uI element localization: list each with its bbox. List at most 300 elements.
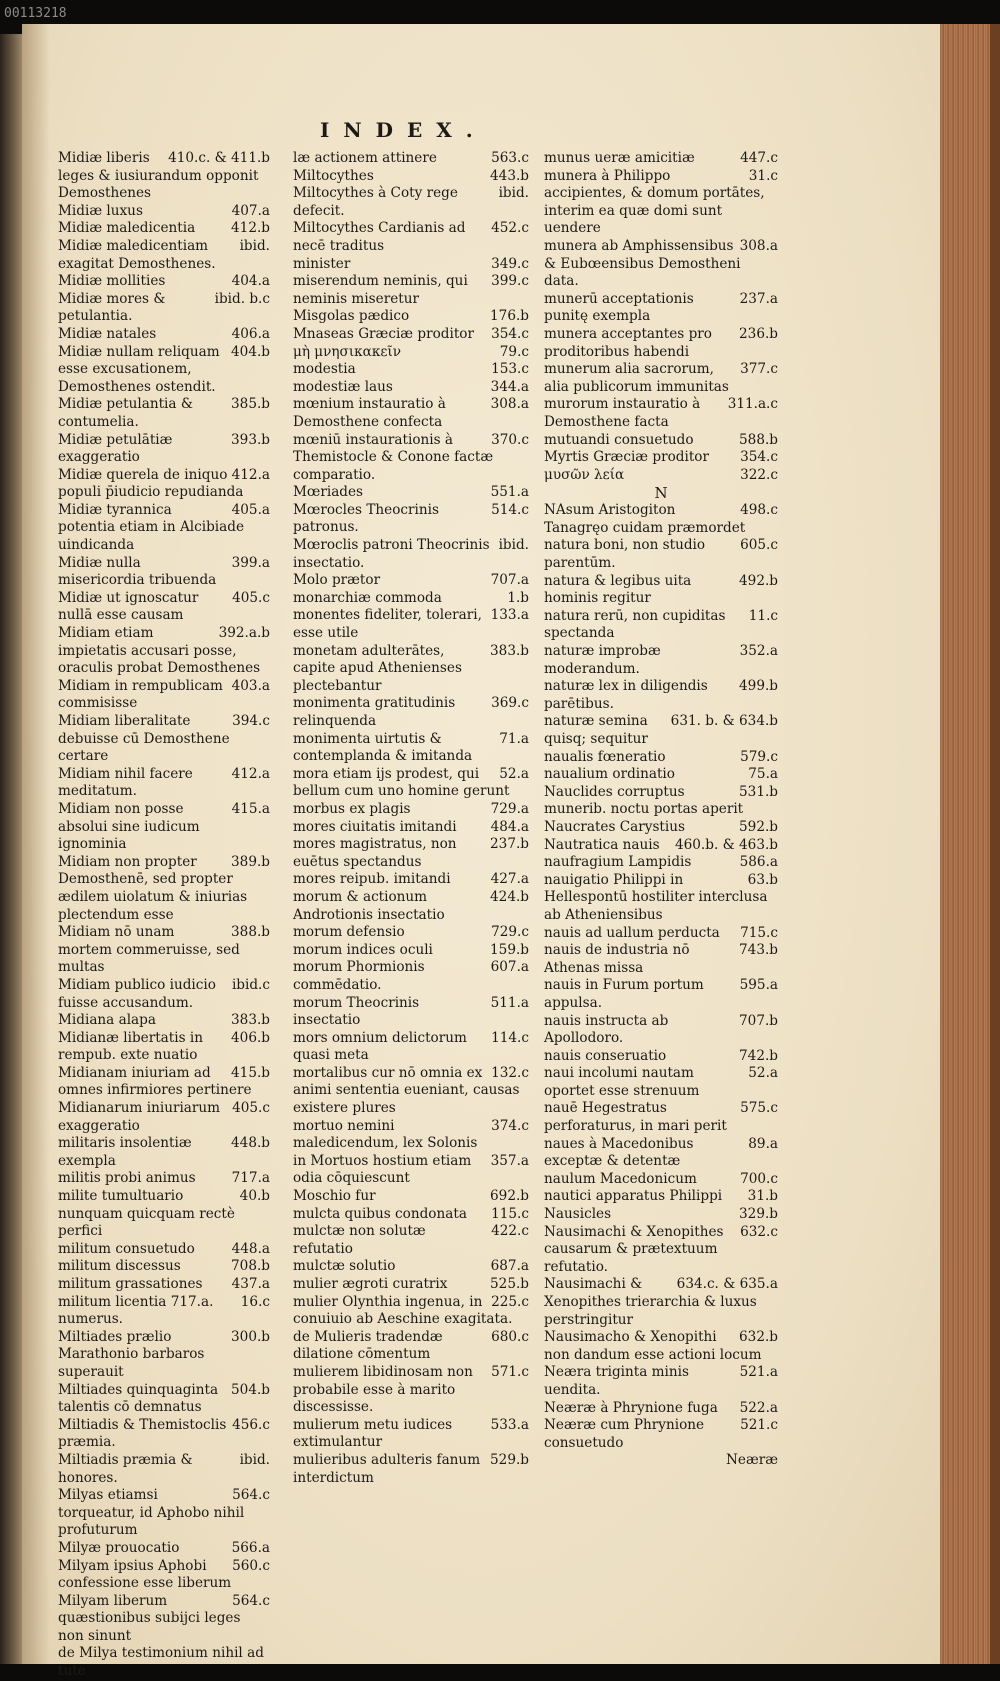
index-entry (544, 502, 778, 537)
facing-page-edge (0, 34, 22, 1664)
index-entry-term: natura rerū, non cupiditas spectanda (544, 607, 726, 642)
index-entry-reference: 71.a (499, 730, 529, 747)
index-entry-term: milite tumultuario nunquam quicquam rectè perfici (58, 1188, 235, 1240)
index-entry-reference: 564.c (232, 1487, 270, 1504)
index-entry-term: Milyam ipsius Aphobi confessione esse liberum (58, 1557, 232, 1592)
index-entry-reference: 586.a (739, 854, 778, 871)
index-entry-term: Midiæ maledicentiam exagitat Demosthenes. (58, 237, 216, 272)
index-entry (58, 1135, 270, 1170)
index-entry-term: Midiæ maledicentia (58, 220, 196, 237)
index-entry (293, 308, 529, 326)
index-entry-reference: 447.c (740, 150, 778, 166)
index-entry-reference: 389.b (231, 853, 270, 870)
index-entry (544, 837, 778, 855)
index-entry (544, 608, 778, 643)
index-entry (293, 168, 529, 186)
index-entry-reference: 385.b (231, 396, 270, 413)
index-entry-term: Midiæ luxus (58, 202, 143, 219)
index-entry-term: de Mulieris tradendæ dilatione cōmentum (293, 1328, 443, 1363)
index-entry (293, 643, 529, 696)
index-entry (58, 1294, 270, 1329)
index-entry-term: monentes fideliter, tolerari, esse utile (293, 607, 482, 642)
index-entry-term: nauē Hegestratus perforaturus, in mari perit (544, 1100, 727, 1135)
index-entry-term: Moschio fur (293, 1188, 376, 1205)
index-entry-term: militis probi animus (58, 1170, 196, 1187)
index-entry-reference: 571.c (491, 1363, 529, 1380)
index-entry-reference: 460.b. & 463.b (674, 836, 778, 853)
index-entry-term: Nausicles (544, 1206, 612, 1223)
index-column-2 (293, 150, 529, 1487)
index-entry-reference: 456.c (232, 1416, 270, 1433)
index-entry-term: Neæræ cum Phrynione consuetudo (544, 1417, 705, 1451)
index-entry-reference: 322.c (740, 466, 778, 483)
index-entry-term: Miltocythes à Coty rege defecit. (293, 185, 458, 219)
index-entry-term: Milyæ prouocatio (58, 1539, 180, 1556)
index-entry-term: mœniū instaurationis à Themistocle & Conone factæ comparatio. (293, 431, 494, 483)
index-entry-term: munerū acceptationis punitę exempla (544, 290, 694, 325)
index-entry (293, 836, 529, 871)
index-entry-reference: 742.b (739, 1047, 778, 1064)
index-entry (58, 1188, 270, 1241)
index-entry (58, 396, 270, 431)
index-entry-term: nautici apparatus Philippi (544, 1188, 723, 1205)
index-entry-reference: 422.c (491, 1223, 529, 1240)
index-entry-term: Naucrates Carystius (544, 818, 685, 835)
section-letter: N (654, 484, 668, 503)
index-entry (58, 801, 270, 854)
index-entry (293, 801, 529, 819)
index-entry (544, 713, 778, 748)
index-entry (293, 889, 529, 924)
index-entry-term: monimenta uirtutis & contemplanda & imitanda (293, 730, 473, 765)
index-entry-reference: 308.a (490, 396, 529, 413)
index-entry (293, 1329, 529, 1364)
index-entry-term: Milyam liberum quæstionibus subijci leges non sinunt (58, 1592, 241, 1644)
index-entry-reference: ibid. (498, 185, 529, 202)
index-entry-reference: 352.a (739, 643, 778, 660)
index-entry-term: Nausimachi & Xenopithes trierarchia & luxus perstringitur (544, 1276, 757, 1328)
index-entry-reference: 588.b (739, 431, 778, 448)
index-entry (544, 432, 778, 450)
index-entry (293, 1364, 529, 1417)
index-entry-term: μυσῶν λεία (544, 466, 625, 483)
index-entry (58, 1540, 270, 1558)
index-entry (544, 396, 778, 431)
index-entry-reference: 448.b (231, 1135, 270, 1152)
index-entry-term: Midiæ petulantia & contumelia. (58, 396, 193, 430)
index-entry-reference: 300.b (231, 1328, 270, 1345)
index-entry (293, 379, 529, 397)
index-entry-reference: 525.b (490, 1276, 529, 1292)
index-entry (544, 449, 778, 467)
index-entry-reference: 394.c (232, 713, 270, 729)
index-entry-term: monetam adulterātes, capite apud Athenienses plectebantur (293, 642, 462, 694)
index-entry-reference: 357.a (490, 1152, 529, 1169)
index-entry (293, 1030, 529, 1065)
index-entry-term: Midiæ querela de iniquo populi p̄iudicio repudianda (58, 466, 244, 501)
index-entry (544, 1048, 778, 1066)
index-entry-reference: 514.c (491, 501, 529, 518)
index-entry-term: modestiæ laus (293, 378, 393, 395)
index-entry (544, 1171, 778, 1189)
index-entry (58, 467, 270, 502)
index-entry (293, 695, 529, 730)
index-entry-term: Midiam non propter Demosthenē, sed propter ædilem uiolatum & iniurias plectendum esse (58, 853, 248, 923)
index-entry-reference: 115.c (491, 1205, 529, 1222)
index-entry-reference: 311.a.c (727, 396, 778, 413)
index-entry (544, 168, 778, 238)
index-entry-reference: 498.c (740, 502, 778, 519)
index-entry (544, 925, 778, 943)
index-entry-reference: 16.c (240, 1293, 270, 1310)
index-entry (58, 1382, 270, 1417)
index-entry (58, 766, 270, 801)
index-entry-term: monimenta gratitudinis relinquenda (293, 695, 456, 729)
index-entry-reference: 415.b (231, 1064, 270, 1081)
book-cover-edge (990, 24, 1000, 1664)
index-entry-reference: 153.c (491, 361, 529, 378)
index-entry-reference: 237.b (490, 836, 529, 853)
index-entry (544, 1329, 778, 1364)
index-entry-reference: 406.a (231, 325, 270, 342)
index-entry-term: mulier ægroti curatrix (293, 1276, 448, 1292)
index-entry-reference: 631. b. & 634.b (670, 713, 778, 730)
index-entry-reference: 407.a (231, 202, 270, 219)
index-entry-term: Midiæ mollities (58, 273, 166, 290)
index-entry-term: Midiam publico iudicio fuisse accusandum. (58, 976, 216, 1011)
index-entry-term: miserendum neminis, qui neminis miseretur (293, 273, 468, 307)
index-entry (293, 995, 529, 1030)
index-entry-term: mulctæ solutio (293, 1258, 396, 1275)
index-entry (58, 977, 270, 1012)
index-entry-reference: 484.a (490, 818, 529, 835)
index-entry (58, 1487, 270, 1540)
index-entry (293, 959, 529, 994)
index-entry-reference: 31.c (748, 167, 778, 184)
index-entry-reference: 717.a (231, 1170, 270, 1187)
index-entry (544, 942, 778, 977)
index-entry-reference: 31.b (747, 1188, 778, 1205)
index-entry (58, 854, 270, 924)
index-entry (293, 273, 529, 308)
index-entry-term: morbus ex plagis (293, 800, 411, 817)
index-entry-reference: 159.b (490, 941, 529, 958)
index-entry (293, 1153, 529, 1188)
index-entry-reference: 707.b (739, 1012, 778, 1029)
index-entry (544, 537, 778, 572)
index-entry-term: mulierem libidinosam non probabile esse à marito discessisse. (293, 1363, 473, 1416)
index-entry-term: Misgolas pædico (293, 308, 410, 325)
index-entry-reference: 511.a (490, 994, 529, 1011)
index-entry (293, 871, 529, 889)
index-entry-reference: 563.c (491, 150, 529, 166)
page-gutter (22, 24, 50, 1664)
index-entry-term: militum consuetudo (58, 1240, 195, 1257)
index-entry-reference: ibid. (498, 537, 529, 554)
index-entry-reference: ibid. b.c (214, 290, 270, 307)
index-entry (58, 924, 270, 977)
index-entry (544, 467, 778, 485)
index-entry-term: munera ab Amphissensibus & Eubœensibus Demostheni data. (544, 237, 741, 290)
index-entry-reference: 707.a (490, 572, 529, 589)
index-entry (544, 150, 778, 168)
index-entry-reference: 531.b (739, 783, 778, 800)
index-entry-reference: 410.c. & 411.b (168, 150, 270, 166)
index-entry-term: morum Phormionis commēdatio. (293, 959, 425, 993)
index-entry (293, 1065, 529, 1118)
index-entry (544, 678, 778, 713)
index-entry-term: mora etiam ijs prodest, qui bellum cum uno homine gerunt (293, 765, 510, 800)
index-entry (293, 1188, 529, 1206)
index-entry-reference: 374.c (491, 1117, 529, 1134)
index-entry-term: Miltiadis præmia & honores. (58, 1451, 193, 1486)
index-entry-reference: 437.a (231, 1276, 270, 1292)
index-entry (293, 819, 529, 837)
index-entry (544, 1276, 778, 1329)
index-entry (293, 1276, 529, 1294)
index-entry-reference: 566.a (231, 1539, 270, 1556)
index-entry-reference: 492.b (739, 572, 778, 589)
index-entry-reference: 521.a (739, 1364, 778, 1381)
index-entry-term: Miltiades quinquaginta talentis cō demnatus (58, 1381, 219, 1416)
index-entry-term: minister (293, 255, 351, 272)
index-entry-term: Miltiadis & Themistoclis præmia. (58, 1416, 227, 1451)
index-entry-reference: 692.b (490, 1188, 529, 1205)
index-entry (58, 1593, 270, 1646)
index-entry-term: mors omnium delictorum quasi meta (293, 1029, 467, 1064)
index-entry-term: Midiam non posse absolui sine iudicum ignominia (58, 800, 200, 853)
index-entry-reference: ibid. (239, 237, 270, 254)
index-entry (293, 1258, 529, 1276)
index-entry (544, 766, 778, 784)
index-entry (544, 1100, 778, 1135)
index-entry (544, 1136, 778, 1171)
index-entry (58, 273, 270, 291)
index-entry (58, 203, 270, 221)
index-entry-reference: 237.a (739, 290, 778, 307)
index-entry-term: Nausimacho & Xenopithi non dandum esse actioni locum (544, 1329, 762, 1363)
index-entry-term: mores magistratus, non euētus spectandus (293, 836, 457, 870)
index-entry-reference: 412.b (231, 220, 270, 237)
index-entry-term: munera acceptantes pro proditoribus habendi (544, 325, 712, 360)
index-entry (58, 625, 270, 678)
index-entry-term: Miltocythes (293, 167, 374, 184)
index-entry-term: in Mortuos hostium etiam odia cōquiescunt (293, 1152, 472, 1187)
index-entry-reference: 392.a.b (218, 625, 270, 642)
index-entry-reference: 700.c (740, 1170, 778, 1187)
index-entry (58, 1100, 270, 1135)
index-entry-reference: 529.b (490, 1451, 529, 1468)
index-entry (58, 291, 270, 326)
index-entry (293, 344, 529, 362)
index-entry (293, 942, 529, 960)
index-entry-term: mulieribus adulteris fanum interdictum (293, 1451, 481, 1486)
index-entry-reference: 605.c (740, 537, 778, 554)
index-entry-reference: 354.c (740, 449, 778, 466)
index-entry (58, 1258, 270, 1276)
index-entry (293, 432, 529, 485)
index-entry (58, 1030, 270, 1065)
index-column-3 (544, 150, 778, 1470)
index-entry-reference: 424.b (490, 888, 529, 905)
index-entry-term: nauis in Furum portum appulsa. (544, 977, 704, 1011)
index-entry-term: Midiæ natales (58, 325, 157, 342)
index-entry-term: mores ciuitatis imitandi (293, 818, 457, 835)
index-entry (544, 1417, 778, 1452)
index-entry (544, 291, 778, 326)
index-entry (293, 1223, 529, 1258)
index-entry-reference: 595.a (739, 977, 778, 994)
index-entry (544, 784, 778, 819)
index-entry (293, 731, 529, 766)
index-entry-reference: 412.a (231, 466, 270, 483)
index-entry (58, 502, 270, 555)
index-entry-term: naturæ semina quisq; sequitur (544, 713, 648, 747)
index-entry (544, 326, 778, 361)
index-entry-reference: 504.b (231, 1381, 270, 1398)
index-entry-reference: 383.b (231, 1012, 270, 1029)
index-entry (58, 1452, 270, 1487)
index-entry (58, 344, 270, 397)
index-entry-reference: 89.a (748, 1135, 778, 1152)
index-entry-term: Midiæ nullam reliquam esse excusationem, Demosthenes ostendit. (58, 343, 220, 395)
index-entry-reference: 452.c (491, 220, 529, 237)
index-entry (544, 643, 778, 678)
index-entry-term: natura boni, non studio parentūm. (544, 537, 706, 572)
index-entry-term: naturæ improbæ moderandum. (544, 643, 661, 677)
index-entry-term: Midiana alapa (58, 1012, 156, 1029)
index-entry-term: mœnium instauratio à Demosthene confecta (293, 396, 446, 430)
index-entry-reference: 715.c (740, 924, 778, 941)
index-entry (544, 1364, 778, 1399)
index-entry (544, 361, 778, 396)
index-entry-reference: 399.a (231, 554, 270, 571)
index-entry-term: Midiæ petulātiæ exaggeratio (58, 431, 173, 466)
index-entry-reference: 329.b (739, 1206, 778, 1223)
index-entry (293, 256, 529, 274)
index-entry-term: Midianam iniuriam ad omnes infirmiores pertinere (58, 1064, 252, 1099)
index-entry (293, 396, 529, 431)
index-entry-term: naualium ordinatio (544, 766, 675, 783)
index-entry (293, 502, 529, 537)
index-entry-term: Midiæ liberis leges & iusiurandum opponit Demosthenes (58, 150, 259, 202)
index-entry-reference: 406.b (231, 1029, 270, 1046)
index-entry (293, 1294, 529, 1329)
index-entry-term: Nautratica nauis (544, 836, 660, 853)
index-entry-term: nauis de industria nō Athenas missa (544, 942, 690, 976)
index-entry-term: nauis instructa ab Apollodoro. (544, 1012, 669, 1047)
index-entry-reference: 579.c (740, 748, 778, 765)
catchword: Neæræ (726, 1452, 778, 1469)
index-entry (293, 1118, 529, 1153)
index-entry-reference: 632.b (739, 1329, 778, 1346)
index-entry-reference: 551.a (490, 484, 529, 501)
index-entry (544, 977, 778, 1012)
index-entry-term: munera à Philippo accipientes, & domum portātes, interim ea quæ domi sunt uendere (544, 167, 765, 237)
index-entry (544, 854, 778, 872)
index-entry-term: Midiam in rempublicam commisisse (58, 677, 223, 712)
index-entry-term: monarchiæ commoda (293, 589, 442, 606)
index-entry-term: morum indices oculi (293, 941, 433, 958)
scan-code: 00113218 (4, 6, 67, 21)
index-entry-term: nauis conseruatio (544, 1047, 667, 1064)
index-entry-reference: 369.c (491, 695, 529, 712)
index-entry (544, 819, 778, 837)
index-entry-term: munerum alia sacrorum, alia publicorum immunitas (544, 361, 729, 395)
index-entry-term: mutuandi consuetudo (544, 431, 694, 448)
index-entry-reference: 133.a (490, 607, 529, 624)
index-entry-reference: 176.b (490, 308, 529, 325)
index-entry (58, 1417, 270, 1452)
index-entry-term: Midianarum iniuriarum exaggeratio (58, 1100, 221, 1134)
index-entry (58, 1558, 270, 1593)
index-entry (293, 590, 529, 608)
index-entry-reference: 415.a (231, 800, 270, 817)
page-header: INDEX. (320, 118, 487, 142)
index-entry-reference: 349.c (491, 255, 529, 272)
index-entry-reference: 11.c (748, 607, 778, 624)
index-entry (544, 1065, 778, 1100)
index-entry (293, 1417, 529, 1452)
index-entry-term: Mœriades (293, 484, 364, 501)
index-entry-reference: 399.c (491, 273, 529, 290)
index-entry (58, 678, 270, 713)
index-entry-reference: 632.c (740, 1223, 778, 1240)
index-entry-reference: 404.b (231, 343, 270, 360)
index-entry-term: NAsum Aristogiton Tanagręo cuidam præmordet (544, 502, 746, 536)
index-entry-reference: 405.a (231, 501, 270, 518)
index-entry-term: nauigatio Philippi in Hellespontū hostiliter interclusa ab Atheniensibus (544, 871, 768, 923)
index-entry-reference: 448.a (231, 1240, 270, 1257)
index-entry (58, 1241, 270, 1259)
index-entry (58, 555, 270, 590)
index-entry-term: Miltocythes Cardianis ad necē traditus (293, 220, 466, 254)
index-entry-term: Nausimachi & Xenopithes causarum & prætextuum refutatio. (544, 1223, 724, 1275)
index-entry-reference: 308.a (739, 237, 778, 254)
index-entry-term: morum & actionum Androtionis insectatio (293, 888, 445, 923)
index-entry-term: Nauclides corruptus munerib. noctu portas aperit (544, 783, 744, 818)
index-entry-term: Midiæ nulla misericordia tribuenda (58, 554, 217, 589)
index-entry (293, 1206, 529, 1224)
index-entry-term: nauis ad uallum perducta (544, 924, 720, 941)
index-entry (58, 432, 270, 467)
index-entry-term: militum discessus (58, 1258, 181, 1275)
index-entry-term: Midiæ ut ignoscatur nullā esse causam (58, 589, 199, 624)
index-entry-reference: 393.b (231, 431, 270, 448)
index-entry (58, 1276, 270, 1294)
index-entry-term: Midiam nō unam mortem commeruisse, sed multas (58, 924, 240, 976)
index-entry-reference: 40.b (239, 1188, 270, 1205)
index-entry (293, 361, 529, 379)
index-entry (544, 749, 778, 767)
index-entry-term: morum Theocrinis insectatio (293, 994, 420, 1029)
index-entry-term: Midiam liberalitate debuisse cū Demosthene certare (58, 713, 230, 765)
index-entry-reference: 522.a (739, 1399, 778, 1416)
index-entry-term: mulctæ non solutæ refutatio (293, 1223, 426, 1257)
index-entry (544, 1400, 778, 1418)
index-entry (293, 572, 529, 590)
index-entry (58, 1329, 270, 1382)
index-entry-term: Midiæ mores & petulantia. (58, 290, 166, 325)
index-entry-reference: 680.c (491, 1328, 529, 1345)
index-entry-term: naues à Macedonibus exceptæ & detentæ (544, 1135, 694, 1170)
index-entry (293, 185, 529, 220)
index-entry-reference: 370.c (491, 431, 529, 448)
index-entry-reference: 743.b (739, 942, 778, 959)
index-entry-reference: 132.c (491, 1064, 529, 1081)
index-entry-term: Midiæ tyrannica potentia etiam in Alcibiade uindicanda (58, 501, 245, 554)
index-entry-term: militum licentia 717.a. numerus. (58, 1293, 214, 1328)
